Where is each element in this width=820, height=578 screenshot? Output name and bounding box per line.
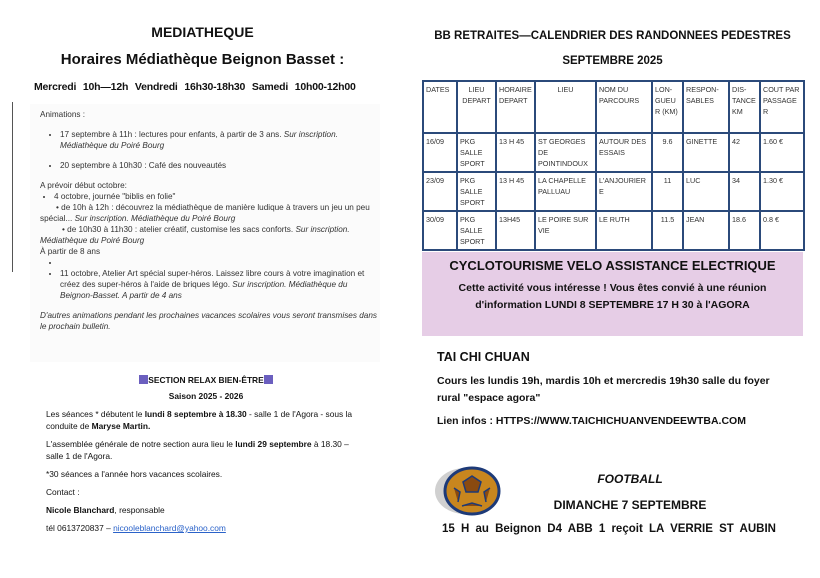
mediatheque-subtitle: Horaires Médiathèque Beignon Basset :	[60, 51, 345, 68]
relax-text: - salle 1 de l'Agora - sous la conduite de	[46, 409, 353, 431]
cell-leader: LUC	[683, 172, 729, 211]
relax-ag-date: lundi 29 septembre	[235, 439, 312, 449]
contact-phone: tél 0613720837 –	[46, 523, 114, 533]
header-cell: HORAIRE DEPART	[496, 81, 535, 133]
cell-depart: PKG SALLE SPORT	[457, 172, 496, 211]
cell-cost: 1.30 €	[760, 172, 804, 211]
contact-email-link[interactable]: nicooleblanchard@yahoo.com	[113, 523, 226, 533]
cell-date: 23/09	[423, 172, 457, 211]
relax-text: Les séances * débutent le	[46, 409, 145, 419]
event-2: • 20 septembre à 10h30 : Café des nouveautés	[60, 160, 380, 171]
header-cell: NOM DU PARCOURS	[596, 81, 652, 133]
relax-section	[46, 374, 366, 540]
cell-cost: 0.8 €	[760, 211, 804, 250]
event-oct-4a: • de 10h à 12h : découvrez la médiathèque de manière ludique à travers un jeu un peu spécial...	[40, 203, 370, 223]
animations-label: Animations :	[40, 110, 86, 119]
header-cell: COUT PAR PASSAGER	[760, 81, 804, 133]
relax-note: *30 séances a l'année hors vacances scolaires.	[46, 469, 223, 479]
header-cell: RESPON-SABLES	[683, 81, 729, 133]
table-header-row	[423, 81, 804, 133]
header-cell: DATES	[423, 81, 457, 133]
table-row	[423, 211, 804, 250]
football-icon	[432, 466, 502, 516]
animations-block	[30, 104, 380, 362]
relax-text: à 18.30 – salle 1 de l'Agora.	[46, 439, 349, 461]
relax-instructor: Maryse Martin.	[91, 421, 151, 431]
cell-time: 13 H 45	[496, 133, 535, 172]
event-oct-11-note: Sur inscription. Médiathèque du Beignon-Basset. A partir de 4 ans	[60, 280, 348, 300]
rando-title: BB RETRAITES—CALENDRIER DES RANDONNEES PEDESTRES	[434, 30, 791, 42]
cell-leader: GINETTE	[683, 133, 729, 172]
flower-icon	[139, 375, 148, 384]
event-oct-11: 11 octobre, Atelier Art spécial super-héros. Laissez libre cours à votre imagination et créez des super-héros à l'aide de briques légo.	[60, 269, 365, 289]
cell-distance: 34	[729, 172, 760, 211]
october-label: A prévoir début octobre:	[40, 181, 127, 190]
animations-footer: D'autres animations pendant les prochaines vacances scolaires vous seront transmises dans le prochain bulletin.	[40, 311, 377, 331]
rando-month: SEPTEMBRE 2025	[562, 55, 663, 67]
cell-distance: 18.6	[729, 211, 760, 250]
cell-place: LE POIRE SUR VIE	[535, 211, 596, 250]
event-oct-4a-note: Sur inscription. Médiathèque du Poiré Bourg	[74, 214, 236, 223]
relax-season: Saison 2025 - 2026	[168, 391, 244, 401]
cell-depart: PKG SALLE SPORT	[457, 211, 496, 250]
taichi-link: Lien infos : HTTPS://WWW.TAICHICHUANVENDEEWTBA.COM	[437, 415, 746, 427]
header-cell: LIEU	[535, 81, 596, 133]
relax-text: L'assemblée générale de notre section aura lieu le	[46, 439, 236, 449]
football-title: FOOTBALL	[597, 472, 663, 486]
relax-date: lundi 8 septembre à 18.30	[144, 409, 247, 419]
event-oct-4b: • de 10h30 à 11h30 : atelier créatif, customise les sacs conforts.	[62, 225, 296, 234]
cell-depart: PKG SALLE SPORT	[457, 133, 496, 172]
header-cell: LIEU DEPART	[457, 81, 496, 133]
cell-distance: 42	[729, 133, 760, 172]
cell-route: AUTOUR DES ESSAIS	[596, 133, 652, 172]
event-oct-4: • 4 octobre, journée "biblis en folie"	[54, 191, 380, 202]
cell-route: LE RUTH	[596, 211, 652, 250]
taichi-section	[437, 349, 807, 430]
relax-title: SECTION RELAX BIEN-ÊTRE	[148, 375, 264, 385]
cell-time: 13H45	[496, 211, 535, 250]
contact-label: Contact :	[46, 487, 80, 497]
event-1-note: Sur inscription. Médiathèque du Poiré Bourg	[60, 130, 338, 150]
header-cell: LON-GUEUR (KM)	[652, 81, 683, 133]
cell-place: ST GEORGES DE POINTINDOUX	[535, 133, 596, 172]
rando-table	[422, 80, 805, 251]
football-match: 15 H au Beignon D4 ABB 1 reçoit LA VERRIE ST AUBIN	[442, 523, 776, 535]
cell-length: 11.5	[652, 211, 683, 250]
event-oct-4b-note: Sur inscription. Médiathèque du Poiré Bourg	[40, 225, 350, 245]
margin-line	[12, 102, 13, 272]
football-date: DIMANCHE 7 SEPTEMBRE	[553, 498, 707, 512]
cyclo-box	[422, 252, 803, 336]
flower-icon	[264, 375, 273, 384]
contact-role: , responsable	[114, 505, 165, 515]
mediatheque-title: MEDIATHEQUE	[151, 24, 254, 40]
contact-name: Nicole Blanchard	[46, 505, 115, 515]
opening-hours: Mercredi 10h—12h Vendredi 16h30-18h30 Samedi 10h00-12h00	[34, 81, 356, 93]
header-cell: DIS-TANCE KM	[729, 81, 760, 133]
cell-route: L'ANJOURIERE	[596, 172, 652, 211]
cell-time: 13 H 45	[496, 172, 535, 211]
table-row	[423, 133, 804, 172]
cell-date: 30/09	[423, 211, 457, 250]
event-1: 17 septembre à 11h : lectures pour enfants, à partir de 3 ans.	[60, 130, 284, 139]
cell-place: LA CHAPELLE PALLUAU	[535, 172, 596, 211]
cyclo-title: CYCLOTOURISME VELO ASSISTANCE ELECTRIQUE	[449, 258, 776, 273]
table-row	[423, 172, 804, 211]
age-note: À partir de 8 ans	[40, 247, 101, 256]
cell-length: 11	[652, 172, 683, 211]
cyclo-text: Cette activité vous intéresse ! Vous êtes convié à une réunion d'information LUNDI 8 SEPTEMBRE 17 H 30 à l'AGORA	[458, 282, 767, 311]
cell-length: 9.6	[652, 133, 683, 172]
cell-date: 16/09	[423, 133, 457, 172]
taichi-title: TAI CHI CHUAN	[437, 350, 530, 364]
cell-leader: JEAN	[683, 211, 729, 250]
cell-cost: 1.60 €	[760, 133, 804, 172]
taichi-text: Cours les lundis 19h, mardis 10h et mercredis 19h30 salle du foyer rural "espace agora"	[437, 375, 770, 404]
